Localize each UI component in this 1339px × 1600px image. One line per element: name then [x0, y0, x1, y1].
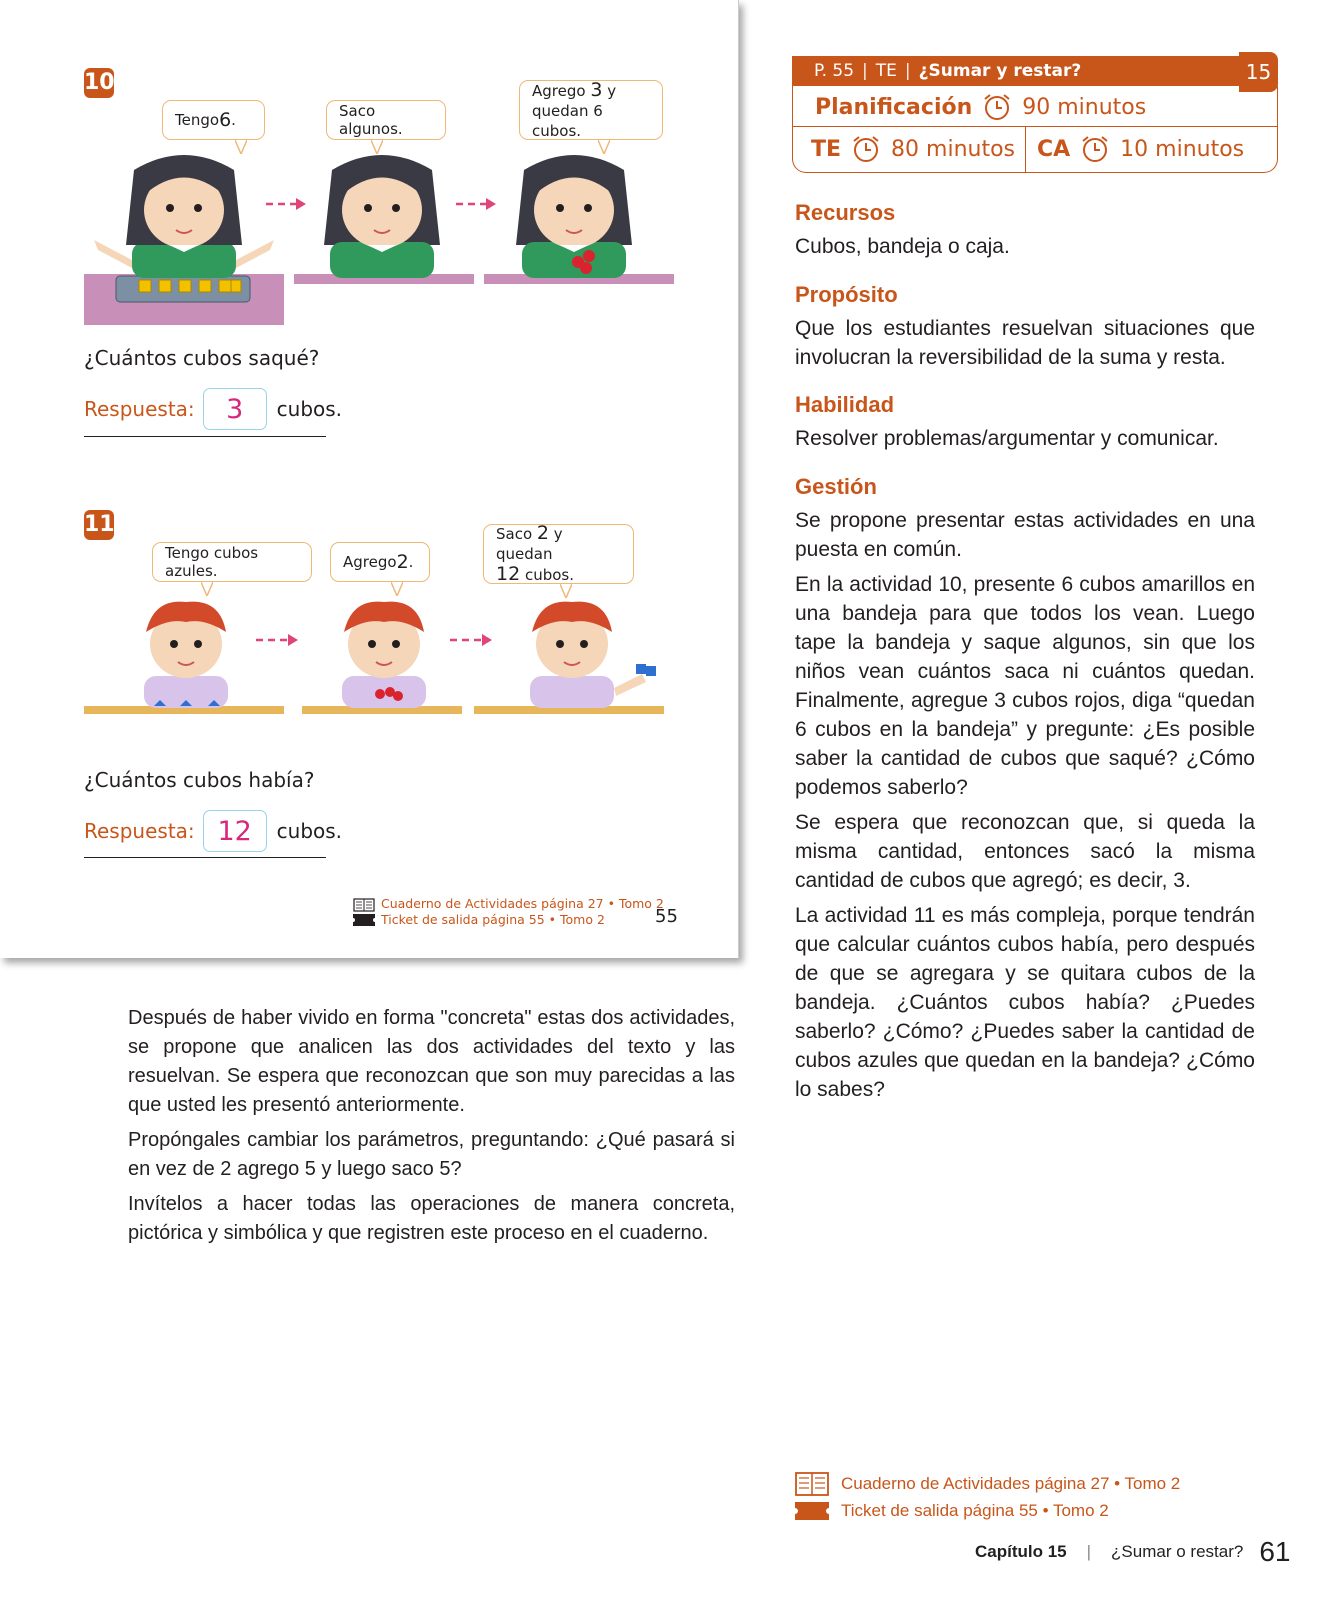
bubble-tail — [201, 582, 213, 596]
bubble-text: y — [602, 81, 617, 100]
gestion-section — [795, 474, 1255, 1110]
speech-bubble — [519, 80, 663, 140]
answer-unit: cubos. — [276, 397, 343, 421]
paragraph: Invítelos a hacer todas las operaciones de manera concreta, pictórica y simbólica y que registren este proceso en el cuaderno. — [128, 1193, 735, 1244]
speech-bubble — [152, 542, 312, 582]
speech-bubble — [326, 100, 446, 140]
activity-10-number: 10 — [84, 68, 114, 98]
alarm-clock-icon — [1080, 134, 1110, 164]
answer-label: Respuesta: — [84, 819, 195, 843]
chapter-title: ¿Sumar o restar? — [1111, 1542, 1244, 1561]
bubble-text: cubos. — [520, 566, 574, 584]
bubble-number: 2 — [396, 551, 409, 573]
bubble-number: 6 — [219, 109, 232, 131]
bubble-line — [496, 523, 621, 564]
bubble-text: . — [231, 111, 236, 129]
section-heading: Gestión — [795, 474, 877, 499]
speech-bubble — [162, 100, 265, 140]
bubble-line — [532, 80, 616, 101]
planning-label: Planificación — [815, 94, 973, 120]
chapter-label: Capítulo 15 — [975, 1542, 1067, 1561]
bubble-text: Agrego — [343, 553, 397, 571]
teacher-notes-left — [128, 1004, 735, 1254]
footer-text: Cuaderno de Actividades página 27 • Tomo 2 — [841, 1473, 1181, 1493]
planning-box — [792, 56, 1278, 173]
alarm-clock-icon — [851, 134, 881, 164]
section-text: Resolver problemas/argumentar y comunicar. — [795, 427, 1219, 450]
activity-10-question: ¿Cuántos cubos saqué? — [84, 346, 320, 370]
footer-line: Ticket de salida página 55 • Tomo 2 — [381, 912, 605, 927]
bubble-text: y quedan — [496, 525, 563, 563]
te-label: TE — [811, 136, 842, 162]
bubble-text: Tengo — [175, 111, 220, 129]
divider — [793, 126, 1277, 127]
planning-title: ¿Sumar y restar? — [918, 61, 1082, 81]
planning-row — [815, 88, 1146, 126]
bubble-line: quedan 6 cubos. — [532, 101, 603, 140]
boy-illustration — [84, 596, 684, 721]
answer-underline — [84, 436, 326, 437]
section-heading: Recursos — [795, 200, 896, 225]
footer-text: Ticket de salida página 55 • Tomo 2 — [841, 1500, 1109, 1520]
separator: | — [1086, 1542, 1092, 1561]
ca-time: 10 minutos — [1120, 136, 1245, 162]
te-time: 80 minutos — [891, 136, 1016, 162]
chapter-footer — [975, 1536, 1290, 1568]
footer-line — [795, 1470, 1180, 1497]
bubble-line — [496, 564, 574, 585]
bubble-number: 3 — [590, 78, 603, 101]
proposito-section — [795, 282, 1255, 372]
activity-11-number: 11 — [84, 510, 114, 540]
answer-label: Respuesta: — [84, 397, 195, 421]
paragraph: La actividad 11 es más compleja, porque tendrán que calcular cuántos cubos había, pero después de que se agregara y se quitara cubos de la bandeja. ¿Cuántos cubos había? ¿Puedes saberlo? ¿Cómo? ¿Puedes saber la cantidad de cubos azules que quedan en la bandeja? ¿Cómo lo sabes? — [795, 904, 1255, 1101]
bubble-text: Saco algunos. — [339, 102, 403, 138]
paragraph: Después de haber vivido en forma "concreta" estas dos actividades, se propone que analicen las dos actividades del texto y las resuelvan. Se espera que reconozcan que son muy parecidas a las que usted les presentó anteriormente. — [128, 1007, 735, 1116]
activity-11-answer — [84, 808, 342, 854]
activity-11-question: ¿Cuántos cubos había? — [84, 768, 315, 792]
footer-line: Cuaderno de Actividades página 27 • Tomo 2 — [381, 896, 664, 911]
section-text: Que los estudiantes resuelvan situaciones que involucran la reversibilidad de la suma y resta. — [795, 317, 1255, 369]
student-page-number: 55 — [655, 906, 678, 927]
paragraph: Se propone presentar estas actividades en una puesta en común. — [795, 509, 1255, 561]
planning-time: 90 minutos — [1022, 94, 1147, 120]
section-text: Cubos, bandeja o caja. — [795, 235, 1010, 258]
answer-underline — [84, 857, 326, 858]
bubble-number: 12 — [496, 563, 521, 585]
page-ref: P. 55 — [814, 61, 855, 81]
bubble-text: . — [408, 553, 414, 571]
activity-10-answer — [84, 386, 342, 432]
ticket-icon — [353, 914, 375, 926]
answer-box[interactable]: 12 — [203, 810, 267, 852]
section-heading: Propósito — [795, 282, 898, 307]
habilidad-section — [795, 392, 1255, 453]
ca-label: CA — [1037, 136, 1071, 162]
planning-header: P. 55 | TE | ¿Sumar y restar? — [792, 56, 1262, 86]
bubble-text: Agrego — [532, 81, 591, 100]
alarm-clock-icon — [982, 92, 1012, 122]
bubble-text: Tengo cubos azules. — [165, 544, 259, 580]
book-icon — [795, 1472, 829, 1496]
te-tag: TE — [875, 61, 897, 81]
page-number: 61 — [1259, 1536, 1291, 1567]
bubble-number: 2 — [536, 522, 549, 544]
divider — [1025, 126, 1026, 172]
bubble-text: Saco — [496, 525, 537, 543]
ticket-icon — [795, 1502, 829, 1520]
paragraph: Propóngales cambiar los parámetros, preguntando: ¿Qué pasará si en vez de 2 agrego 5 y luego saco 5? — [128, 1129, 735, 1180]
student-footer — [381, 896, 664, 928]
girl-illustration — [84, 150, 684, 325]
bubble-tail — [391, 582, 403, 596]
section-heading: Habilidad — [795, 392, 895, 417]
planning-body — [792, 86, 1278, 173]
student-page-inset — [0, 0, 739, 958]
answer-unit: cubos. — [276, 819, 343, 843]
paragraph: Se espera que reconozcan que, si queda la misma cantidad, entonces sacó la misma cantidad de cubos que agregó; es decir, 3. — [795, 811, 1255, 892]
resources-footer — [795, 1470, 1180, 1524]
te-cell — [811, 128, 1015, 170]
footer-line — [795, 1497, 1180, 1524]
recursos-section — [795, 200, 1255, 261]
answer-box[interactable]: 3 — [203, 388, 267, 430]
speech-bubble — [330, 542, 430, 582]
paragraph: En la actividad 10, presente 6 cubos amarillos en una bandeja para que todos los vean. Luego tape la bandeja y saque algunos, sin que los niños vean cuántos saca ni cuántos quedan. Finalmente, agregue 3 cubos rojos, diga “quedan 6 cubos en la bandeja” y pregunte: ¿Es posible saber la cantidad de cubos que saqué? ¿Cómo podemos saberlo? — [795, 573, 1255, 799]
book-icon — [353, 898, 375, 912]
speech-bubble — [483, 524, 634, 584]
chapter-badge: 15 — [1239, 52, 1278, 92]
ca-cell — [1037, 128, 1244, 170]
